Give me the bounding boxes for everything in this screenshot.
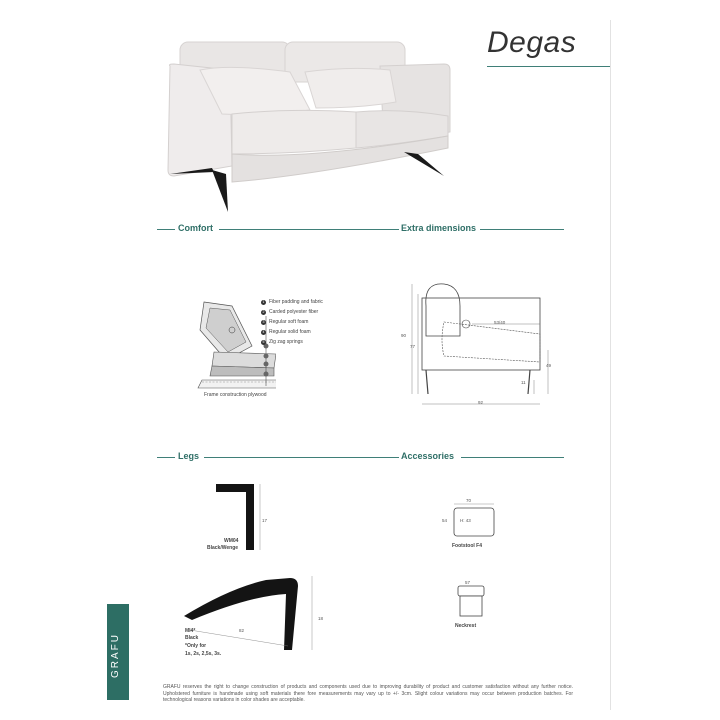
layer-label: Regular solid foam (269, 329, 311, 335)
footstool-width: 70 (466, 498, 472, 503)
leg-mi4-height: 18 (318, 616, 324, 621)
frame-caption: Frame construction plywood (204, 392, 267, 398)
title-underline (487, 66, 610, 67)
layer-number: 3 (262, 320, 265, 324)
accessories-heading: Accessories (401, 451, 455, 461)
extra-dimensions-rule (480, 229, 564, 230)
layer-label: Fiber padding and fabric (269, 299, 323, 305)
leg-mi4-note: *Only for (185, 643, 207, 649)
side-view-dimension-drawing (404, 276, 554, 406)
legs-rule-right (204, 457, 399, 458)
layer-number: 5 (262, 340, 265, 344)
product-title: Degas (487, 26, 577, 59)
dim-leg-height: 11 (521, 380, 526, 385)
leg-mi4-length: 82 (239, 628, 245, 633)
sofa-image (160, 36, 460, 216)
layer-item (261, 317, 323, 327)
accessories-rule (461, 457, 564, 458)
layer-number: 4 (262, 330, 265, 334)
page-edge (610, 20, 611, 710)
layer-label: Regular soft foam (269, 319, 309, 325)
neckrest-width: 57 (465, 580, 471, 585)
brand-block (107, 604, 129, 700)
dim-height-back: 77 (410, 344, 416, 349)
layer-label: Zig zag springs (269, 339, 303, 345)
footstool-drawing (450, 500, 500, 540)
dim-seat-depth: 53/40 (494, 320, 506, 325)
leg-mi4-drawing (180, 574, 330, 654)
disclaimer-text: GRAFU reserves the right to change construction of products and components used due to improving durability of product and customer satisfaction without any further notice. Upholstered furniture is handmade using soft materials there fore measurements may vary up to +/- 3cm. Slight colour variations may occur between production batches. For technological reasons variations in color shades are acceptable. (163, 684, 573, 703)
footstool-name: Footstool F4 (452, 543, 482, 549)
layer-item (261, 307, 323, 317)
layer-number: 1 (262, 300, 265, 304)
legs-rule-left (157, 457, 175, 458)
dim-height-total: 90 (401, 333, 407, 338)
neckrest-drawing (452, 582, 492, 622)
leg-wm04-finish: Black/Wenge (207, 545, 239, 551)
leg-mi4-finish: Black (185, 635, 199, 641)
leg-wm04-height: 17 (262, 518, 268, 523)
layer-item (261, 337, 323, 347)
layer-number: 2 (262, 310, 265, 314)
leg-wm04-code: WM04 (224, 538, 239, 544)
footstool-height: H: 43 (460, 518, 471, 523)
layer-item (261, 327, 323, 337)
comfort-heading: Comfort (178, 223, 213, 233)
leg-mi4-note-sizes: 1s, 2s, 2,5s, 3s. (185, 651, 222, 657)
extra-dimensions-heading: Extra dimensions (401, 223, 477, 233)
brand-logo-text: GRAFU (110, 633, 121, 678)
neckrest-name: Neckrest (455, 623, 477, 629)
comfort-rule-left (157, 229, 175, 230)
legs-heading: Legs (178, 451, 200, 461)
layer-item (261, 297, 323, 307)
dim-depth: 92 (478, 400, 484, 405)
footstool-depth: 54 (442, 518, 448, 523)
leg-mi4-code: MI4* (185, 628, 196, 634)
layer-label: Carded polyester fiber (269, 309, 319, 315)
dim-seat-height: 49 (546, 363, 552, 368)
comfort-layer-legend (261, 297, 323, 347)
comfort-rule-right (219, 229, 399, 230)
